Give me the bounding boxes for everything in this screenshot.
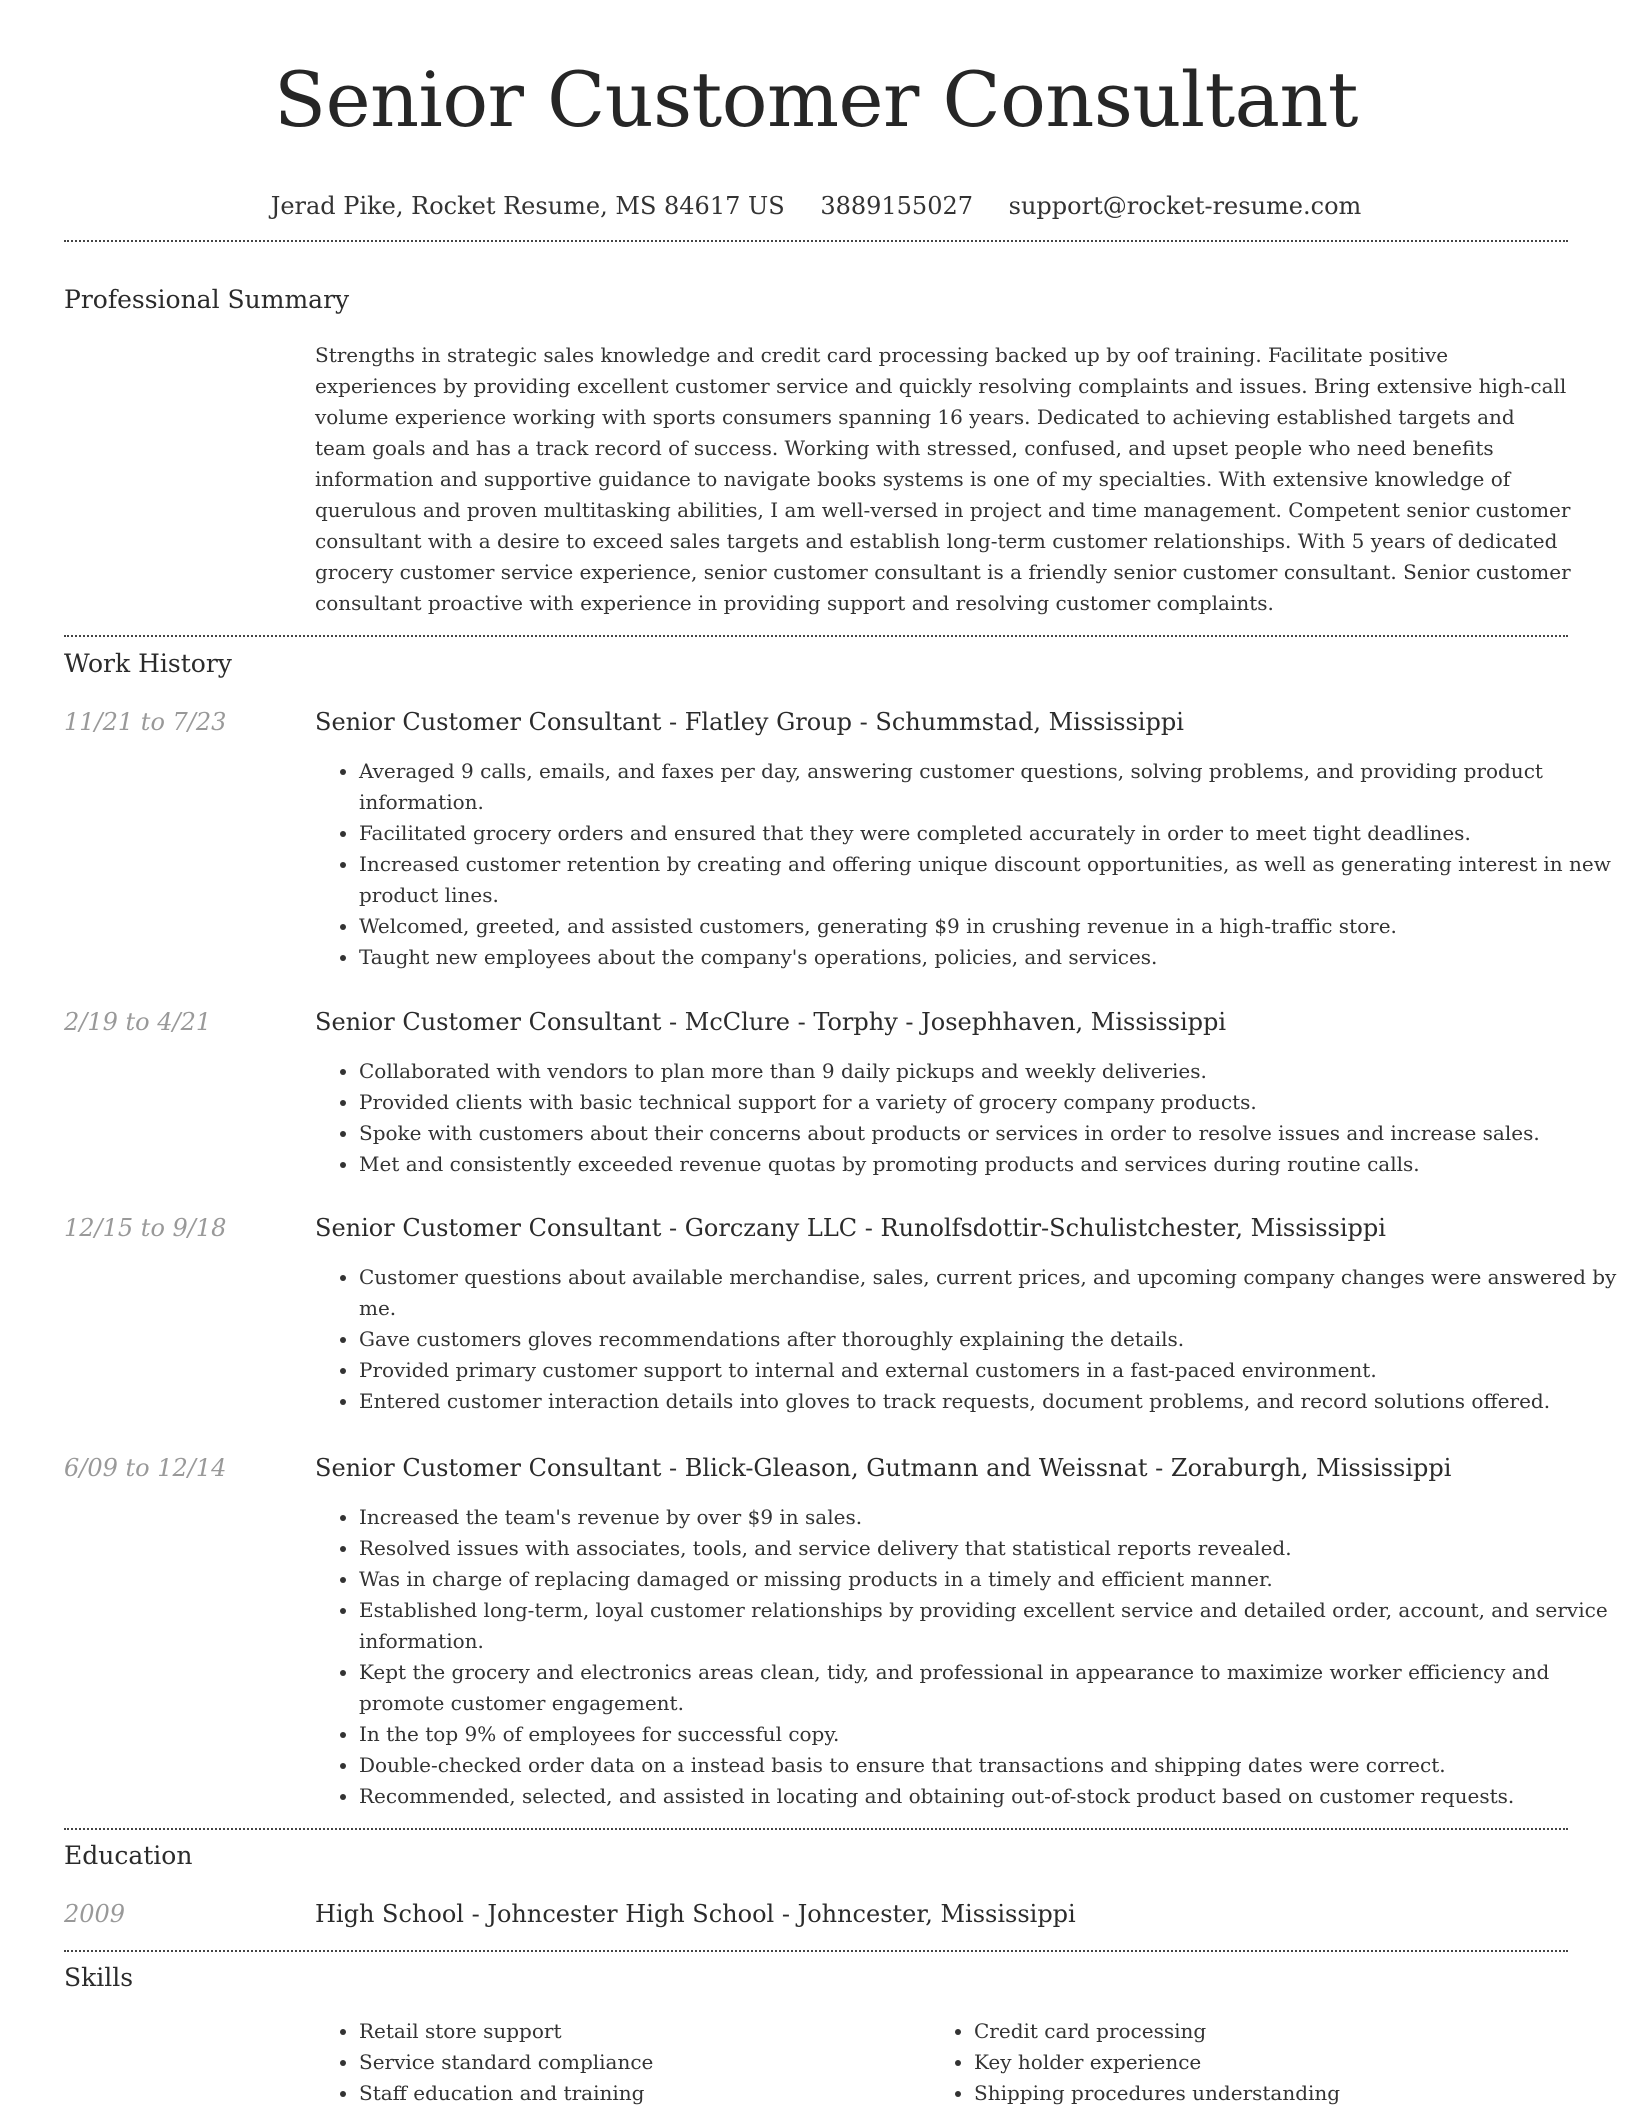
contact-phone: 3889155027 (820, 192, 974, 220)
list-item: • Shipping procedures understanding (974, 2078, 1534, 2109)
list-item: • Met and consistently exceeded revenue quotas by promoting products and services during routine calls. (359, 1149, 1619, 1180)
list-item: • Facilitated grocery orders and ensured that they were completed accurately in order to meet tight deadlines. (359, 818, 1619, 849)
list-item: • Kept the grocery and electronics areas clean, tidy, and professional in appearance to maximize worker efficiency and promote customer engagement. (359, 1657, 1619, 1719)
list-item: • Service standard compliance (359, 2047, 919, 2078)
job-date: 6/09 to 12/14 (64, 1454, 227, 1482)
list-item: • Recommended, selected, and assisted in locating and obtaining out-of-stock product based on customer requests. (359, 1781, 1619, 1812)
job-title: Senior Customer Consultant - Gorczany LLC - Runolfsdottir-Schulistchester, Mississippi (315, 1214, 1386, 1242)
education-title: High School - Johncester High School - Johncester, Mississippi (315, 1900, 1076, 1928)
job-date: 2/19 to 4/21 (64, 1008, 212, 1036)
list-item: • Resolved issues with associates, tools, and service delivery that statistical reports revealed. (359, 1533, 1619, 1564)
job-date: 12/15 to 9/18 (64, 1214, 227, 1242)
list-item: • Taught new employees about the company's operations, policies, and services. (359, 942, 1619, 973)
list-item: • Provided clients with basic technical support for a variety of grocery company products. (359, 1087, 1619, 1118)
section-divider (64, 240, 1568, 242)
section-divider (64, 1950, 1568, 1952)
skills-list-left (315, 2016, 919, 2109)
job-title: Senior Customer Consultant - Blick-Gleason, Gutmann and Weissnat - Zoraburgh, Mississippi (315, 1454, 1452, 1482)
list-item: • Retail store support (359, 2016, 919, 2047)
contact-address: Jerad Pike, Rocket Resume, MS 84617 US (270, 192, 785, 220)
list-item: • Welcomed, greeted, and assisted customers, generating $9 in crushing revenue in a high-traffic store. (359, 911, 1619, 942)
list-item: • Spoke with customers about their concerns about products or services in order to resolve issues and increase sales. (359, 1118, 1619, 1149)
section-divider (64, 635, 1568, 637)
skills-heading: Skills (64, 1963, 134, 1992)
list-item: • In the top 9% of employees for successful copy. (359, 1719, 1619, 1750)
section-divider (64, 1828, 1568, 1830)
list-item: • Increased the team's revenue by over $9 in sales. (359, 1502, 1619, 1533)
job-date: 11/21 to 7/23 (64, 708, 227, 736)
job-bullets (315, 1262, 1619, 1417)
education-date: 2009 (64, 1900, 126, 1928)
list-item: • Gave customers gloves recommendations after thoroughly explaining the details. (359, 1324, 1619, 1355)
summary-text: Strengths in strategic sales knowledge and credit card processing backed up by oof training. Facilitate positive experiences by providing excellent customer service and quickly resolving complaints and issues. Bring extensive high-call volume experience working with sports consumers spanning 16 years. Dedicated to achieving established targets and team goals and has a track record of success. Working with stressed, confused, and upset people who need benefits information and supportive guidance to navigate books systems is one of my specialties. With extensive knowledge of querulous and proven multitasking abilities, I am well-versed in project and time management. Competent senior customer consultant with a desire to exceed sales targets and establish long-term customer relationships. With 5 years of dedicated grocery customer service experience, senior customer consultant is a friendly senior customer consultant. Senior customer consultant proactive with experience in providing support and resolving customer complaints. (315, 343, 1571, 615)
skills-list-right (930, 2016, 1534, 2109)
page-title: Senior Customer Consultant (274, 55, 1358, 144)
job-bullets (315, 1502, 1619, 1812)
list-item: • Staff education and training (359, 2078, 919, 2109)
job-bullets (315, 1056, 1619, 1180)
list-item: • Increased customer retention by creating and offering unique discount opportunities, as well as generating interest in new product lines. (359, 849, 1619, 911)
job-title: Senior Customer Consultant - McClure - Torphy - Josephhaven, Mississippi (315, 1008, 1227, 1036)
work-history-heading: Work History (64, 649, 232, 678)
list-item: • Averaged 9 calls, emails, and faxes per day, answering customer questions, solving problems, and providing product information. (359, 756, 1619, 818)
education-heading: Education (64, 1841, 193, 1870)
list-item: • Credit card processing (974, 2016, 1534, 2047)
list-item: • Double-checked order data on a instead basis to ensure that transactions and shipping dates were correct. (359, 1750, 1619, 1781)
summary-heading: Professional Summary (64, 285, 350, 314)
list-item: • Entered customer interaction details into gloves to track requests, document problems, and record solutions offered. (359, 1386, 1619, 1417)
list-item: • Customer questions about available merchandise, sales, current prices, and upcoming company changes were answered by me. (359, 1262, 1619, 1324)
job-title: Senior Customer Consultant - Flatley Group - Schummstad, Mississippi (315, 708, 1184, 736)
list-item: • Was in charge of replacing damaged or missing products in a timely and efficient manner. (359, 1564, 1619, 1595)
contact-email: support@rocket-resume.com (1008, 192, 1362, 220)
list-item: • Key holder experience (974, 2047, 1534, 2078)
resume-header (0, 0, 1632, 222)
list-item: • Provided primary customer support to internal and external customers in a fast-paced environment. (359, 1355, 1619, 1386)
list-item: • Collaborated with vendors to plan more than 9 daily pickups and weekly deliveries. (359, 1056, 1619, 1087)
job-bullets (315, 756, 1619, 973)
contact-line (0, 190, 1632, 222)
list-item: • Established long-term, loyal customer relationships by providing excellent service and detailed order, account, and service information. (359, 1595, 1619, 1657)
